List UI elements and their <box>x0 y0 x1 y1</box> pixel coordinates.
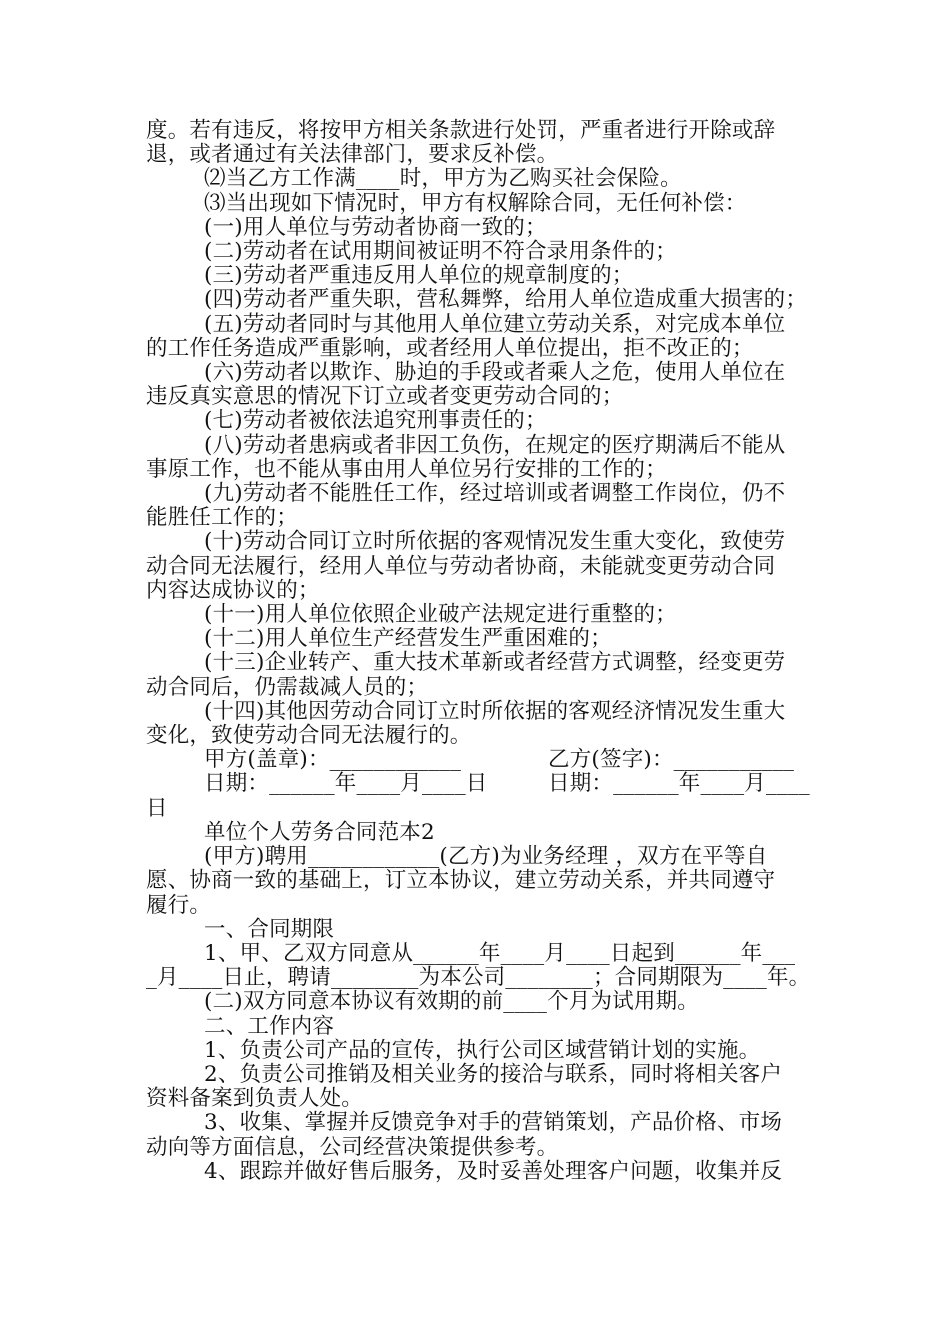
text-line: (二)双方同意本协议有效期的前____个月为试用期。 <box>204 989 699 1015</box>
text-line: (一)用人单位与劳动者协商一致的； <box>204 214 547 240</box>
text-line: 的工作任务造成严重影响，或者经用人单位提出，拒不改正的； <box>146 335 754 361</box>
text-line: 动向等方面信息，公司经营决策提供参考。 <box>146 1134 559 1160</box>
text-line: (甲方)聘用____________(乙方)为业务经理 ，双方在平等自 <box>204 844 768 870</box>
text-line: ⑶当出现如下情况时，甲方有权解除合同，无任何补偿： <box>204 190 747 216</box>
contract-clauses <box>146 119 810 748</box>
text-line: (四)劳动者严重失职，营私舞弊，给用人单位造成重大损害的； <box>204 287 808 313</box>
text-line: 资料备案到负责人处。 <box>146 1086 364 1112</box>
text-line: (三)劳动者严重违反用人单位的规章制度的； <box>204 263 634 289</box>
party-a-seal: 甲方(盖章)：____________ <box>204 747 462 773</box>
text-line: 一、合同期限 <box>204 916 335 942</box>
party-b-date: 日期：______年____月____ <box>548 771 810 797</box>
date-row <box>146 772 810 796</box>
text-line: 变化，致使劳动合同无法履行的。 <box>146 723 472 749</box>
text-line: (十四)其他因劳动合同订立时所依据的客观经济情况发生重大 <box>204 698 786 724</box>
text-line: 内容达成协议的； <box>146 577 320 603</box>
text-line: 愿、协商一致的基础上，订立本协议，建立劳动关系，并共同遵守 <box>146 868 776 894</box>
text-line: ⑵当乙方工作满____时，甲方为乙购买社会保险。 <box>204 166 682 192</box>
text-line: 1、负责公司产品的宣传，执行公司区域营销计划的实施。 <box>204 1037 761 1063</box>
text-line: (五)劳动者同时与其他用人单位建立劳动关系，对完成本单位 <box>204 311 786 337</box>
text-line: 能胜任工作的； <box>146 505 298 531</box>
text-line: (十一)用人单位依照企业破产法规定进行重整的； <box>204 602 677 628</box>
text-line: (七)劳动者被依法追究刑事责任的； <box>204 408 547 434</box>
text-line: 动合同后，仍需裁减人员的； <box>146 674 429 700</box>
text-line: 二、工作内容 <box>204 1013 335 1039</box>
text-line: (十二)用人单位生产经营发生严重困难的； <box>204 626 612 652</box>
text-line: 2、负责公司推销及相关业务的接洽与联系，同时将相关客户 <box>204 1061 783 1087</box>
text-line: 退，或者通过有关法律部门，要求反补偿。 <box>146 142 559 168</box>
party-a-date: 日期：______年____月____日 <box>204 771 488 797</box>
text-line: (十三)企业转产、重大技术革新或者经营方式调整，经变更劳 <box>204 650 786 676</box>
text-line: 4、跟踪并做好售后服务，及时妥善处理客户问题，收集并反 <box>204 1158 783 1184</box>
text-line: 1、甲、乙双方同意从______年____月____日起到______年___ <box>204 940 796 966</box>
text-line: (九)劳动者不能胜任工作，经过培训或者调整工作岗位，仍不 <box>204 481 786 507</box>
text-line: 度。若有违反，将按甲方相关条款进行处罚，严重者进行开除或辞 <box>146 118 776 143</box>
text-line: _月____日止，聘请________为本公司________；合同期限为____年。 <box>146 965 811 991</box>
text-line: 3、收集、掌握并反馈竞争对手的营销策划，产品价格、市场 <box>204 1110 783 1136</box>
text-line: (十)劳动合同订立时所依据的客观情况发生重大变化，致使劳 <box>204 529 786 555</box>
text-line: (八)劳动者患病或者非因工负伤，在规定的医疗期满后不能从 <box>204 432 786 458</box>
text-line: 违反真实意思的情况下订立或者变更劳动合同的； <box>146 384 624 410</box>
text-line: (二)劳动者在试用期间被证明不符合录用条件的； <box>204 239 677 265</box>
party-b-signature: 乙方(签字)：___________ <box>548 747 795 773</box>
text-line: 单位个人劳务合同范本2 <box>204 819 435 845</box>
date-tail: 日 <box>146 795 168 821</box>
contract-sample-2 <box>146 821 810 1184</box>
text-line: 履行。 <box>146 892 212 918</box>
text-line: 动合同无法履行，经用人单位与劳动者协商，未能就变更劳动合同 <box>146 553 776 579</box>
text-line: 事原工作，也不能从事由用人单位另行安排的工作的； <box>146 456 667 482</box>
signature-row <box>146 748 810 772</box>
text-line: (六)劳动者以欺诈、胁迫的手段或者乘人之危，使用人单位在 <box>204 360 786 386</box>
